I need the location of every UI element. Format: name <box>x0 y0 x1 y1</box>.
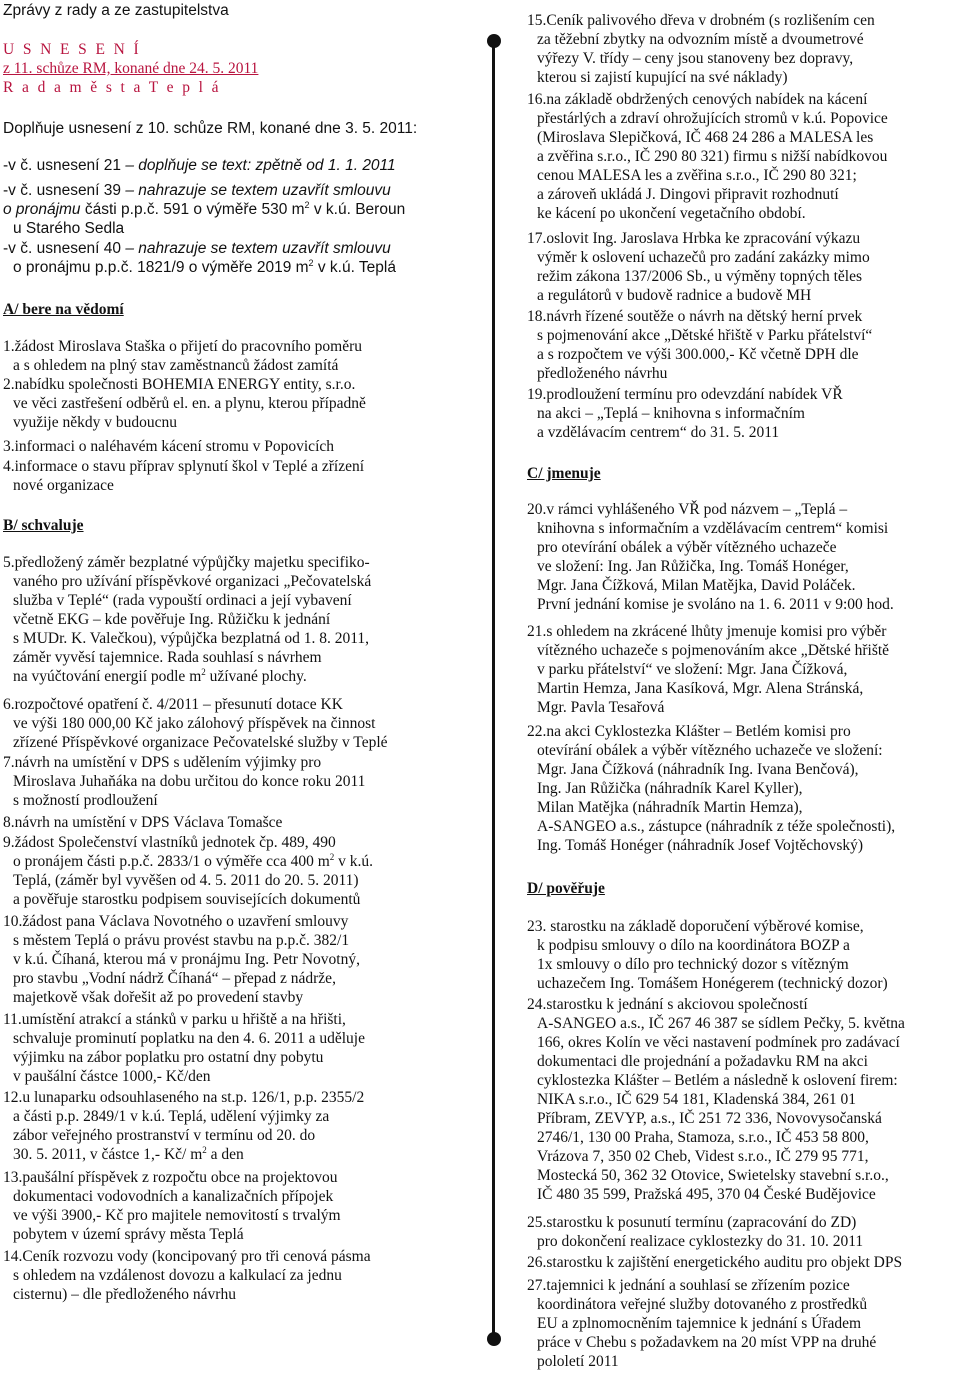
usneseni-40: -v č. usnesení 40 – nahrazuje se textem uzavřít smlouvu o pronájmu p.p.č. 1821/9 o výměře 2019 $m^2$ v k.ú. Teplá <box>3 240 396 276</box>
page-title: Zprávy z rady a ze zastupitelstva <box>3 2 229 19</box>
section-d-heading: D/ pověřuje <box>527 880 605 897</box>
item-18: 18.návrh řízené soutěže o návrh na dětský herní prvek s pojmenování akce „Dětské hřiště v Parku přátelství“ a s rozpočtem ve výši 300.000,- Kč včetně DPH dle předloženého návrhu <box>527 308 873 382</box>
item-13: 13.paušální příspěvek z rozpočtu obce na projektovou dokumentaci vodovodních a kanalizačních přípojek ve výši 3900,- Kč pro majitele nemovitostí s trvalým pobytem v území správy města Teplá <box>3 1169 341 1243</box>
item-7: 7.návrh na umístění v DPS s udělením výjimky pro Miroslava Juhaňáka na dobu určitou do konce roku 2011 s možností prodloužení <box>3 754 366 809</box>
item-17: 17.oslovit Ing. Jaroslava Hrbka ke zpracování výkazu výměr k oslovení uchazečů pro zadání zakázky mimo režim zákona 137/2006 Sb., u výměny topných těles a regulátorů v budově radnice a budově MH <box>527 230 870 304</box>
rada-heading: R a d a m ě s t a T e p l á <box>3 79 221 96</box>
item-27: 27.tajemnici k jednání a souhlasí se zřízením pozice koordinátora veřejné služby dotovaného z prostředků EU a zplnomocněním tajemnice k jednání s Úřadem práce v Chebu s požadavkem na 20 míst VPP na druhé pololetí 2011 <box>527 1277 877 1370</box>
item-23: 23. starostku na základě doporučení výběrové komise, k podpisu smlouvy o dílo na koordinátora BOZP a 1x smlouvy o dílo pro technický dozor s vítězným uchazečem Ing. Tomášem Honégerem (technický dozor) <box>527 918 888 992</box>
section-c-heading: C/ jmenuje <box>527 465 601 482</box>
usneseni-39: -v č. usnesení 39 – nahrazuje se textem uzavřít smlouvu o pronájmu části p.p.č. 591 o výměře 530 $m^2$ v k.ú. Beroun u Starého Sedla <box>3 182 406 237</box>
item-6: 6.rozpočtové opatření č. 4/2011 – přesunutí dotace KK ve výši 180 000,00 Kč jako zálohový příspěvek na činnost zřízené Příspěvkové organizace Pečovatelské služby v Teplé <box>3 696 388 751</box>
item-16: 16.na základě obdržených cenových nabídek na kácení přestárlých a zdraví ohrožujících stromů v k.ú. Popovice (Miroslava Slepičková, IČ 468 24 286 a MALESA les a zvěřina s.r.o., IČ 290 80 321) firmu s nižší nabídkovou cenou MALESA les a zvěřina s.r.o., IČ 290 80 321; a zároveň ukládá J. Dingovi připravit rozhodnutí ke kácení po ukončení vegetačního období. <box>527 91 888 222</box>
column-divider-line <box>492 41 495 1338</box>
item-26: 26.starostku k zajištění energetického auditu pro objekt DPS <box>527 1254 903 1271</box>
item-21: 21.s ohledem na zkrácené lhůty jmenuje komisi pro výběr vítězného uchazeče s pojmenováním akce „Dětské hřiště v parku přátelství“ ve složení: Mgr. Jana Čížková, Martin Hemza, Jana Kasíková, Mgr. Alena Stránská, Mgr. Pavla Tesařová <box>527 623 890 716</box>
section-b-heading: B/ schvaluje <box>3 517 84 534</box>
item-1: 1.žádost Miroslava Staška o přijetí do pracovního poměru a s ohledem na plný stav zaměstnanců žádost zamítá <box>3 338 363 374</box>
divider-bottom-dot <box>487 1332 501 1346</box>
usneseni-21: -v č. usnesení 21 – doplňuje se text: zpětně od 1. 1. 2011 <box>3 157 396 174</box>
item-11: 11.umístění atrakcí a stánků v parku u hřiště a na hřišti, schvaluje prominutí poplatku na den 4. 6. 2011 a uděluje výjimku na zábor poplatku pro ostatní dny pobytu v paušální částce 1000,- Kč/den <box>3 1011 365 1085</box>
item-19: 19.prodloužení termínu pro odevzdání nabídek VŘ na akci – „Teplá – knihovna s informačním a vzdělávacím centrem“ do 31. 5. 2011 <box>527 386 843 441</box>
item-15: 15.Ceník palivového dřeva v drobném (s rozlišením cen za těžební zbytky na odvozním místě a dvoumetrové výřezy V. třídy – ceny jsou stanoveny bez dopravy, kterou si zajistí kupující na své náklady) <box>527 12 875 86</box>
item-8: 8.návrh na umístění v DPS Václava Tomašce <box>3 814 283 831</box>
intro-line: Doplňuje usnesení z 10. schůze RM, konané dne 3. 5. 2011: <box>3 120 418 137</box>
item-14: 14.Ceník rozvozu vody (koncipovaný pro tři cenová pásma s ohledem na vzdálenost dovozu a kalkulací za jednu cisternu) – dle předloženého návrhu <box>3 1248 371 1303</box>
item-22: 22.na akci Cyklostezka Klášter – Betlém komisi pro otevírání obálek a výběr vítězného uchazeče ve složení: Mgr. Jana Čížková (náhradník Ing. Ivana Benčová), Ing. Jan Růžička (náhradník Karel Kyller), Milan Matějka (náhradník Martin Hemza), A-SANGEO a.s., zástupce (náhradník z téže společnosti), Ing. Tomáš Honéger (náhradník Josef Vojtěchovský) <box>527 723 896 854</box>
schuze-line: z 11. schůze RM, konané dne 24. 5. 2011 <box>3 60 259 77</box>
usneseni-heading: U S N E S E N Í <box>3 41 142 58</box>
item-4: 4.informace o stavu příprav splynutí škol v Teplé a zřízení nové organizace <box>3 458 365 494</box>
item-12: 12.u lunaparku odsouhlaseného na st.p. 126/1, p.p. 2355/2 a části p.p. 2849/1 v k.ú. Teplá, udělení výjimky za zábor veřejného prostranství v termínu od 20. do 30. 5. 2011, v částce 1,- Kč/ $m^2$ a den <box>3 1089 365 1163</box>
item-24: 24.starostku k jednání s akciovou společností A-SANGEO a.s., IČ 267 46 387 se sídlem Pečky, 5. května 166, okres Kolín ve věci nastavení podmínek pro zadávací dokumentaci dle projednání a požadavku RM na akci cyklostezka Klášter – Betlém a následně k oslovení firem: NIKA s.r.o., IČ 629 54 181, Kladenská 384, 261 01 Příbram, ZEVYP, a.s., IČ 251 72 336, Novovysočanská 2746/1, 130 00 Praha, Stamoza, s.r.o., IČ 453 58 800, Vrázova 7, 350 02 Cheb, Videst s.r.o., IČ 279 95 771, Mostecká 50, 362 32 Otovice, Swietelsky stavební s.r.o., IČ 480 35 599, Pražská 495, 370 04 České Budějovice <box>527 996 905 1203</box>
item-9: 9.žádost Společenství vlastníků jednotek čp. 489, 490 o pronájem části p.p.č. 2833/1 o výměře cca 400 $m^2$ v k.ú. Teplá, (záměr byl vyvěšen od 4. 5. 2011 do 20. 5. 2011) a pověřuje starostku podpisem souvisejících dokumentů <box>3 834 374 908</box>
item-2: 2.nabídku společnosti BOHEMIA ENERGY entity, s.r.o. ve věci zastřešení odběrů el. en. a plynu, kterou případně využije někdy v budoucnu <box>3 376 366 431</box>
item-25: 25.starostku k posunutí termínu (zapracování do ZD) pro dokončení realizace cyklostezky do 31. 10. 2011 <box>527 1214 864 1250</box>
item-20: 20.v rámci vyhlášeného VŘ pod názvem – „Teplá – knihovna s informačním a vzdělávacím centrem“ komisi pro otevírání obálek a výběr vítězného uchazeče ve složení: Ing. Jan Růžička, Ing. Tomáš Honéger, Mgr. Jana Čížková, Milan Matějka, David Poláček. První jednání komise je svoláno na 1. 6. 2011 v 9:00 hod. <box>527 501 894 613</box>
section-a-heading: A/ bere na vědomí <box>3 301 124 318</box>
item-5: 5.předložený záměr bezplatné výpůjčky majetku specifiko- vaného pro užívání příspěvkové organizaci „Pečovatelská služba v Teplé“ (rada vypouští ordinaci a její vybavení včetně EKG – kde pověřuje Ing. Růžičku k jednání s MUDr. K. Valečkou), výpůjčka bezplatná od 1. 8. 2011, záměr vyvěsí tajemnice. Rada souhlasí s návrhem na vyúčtování energií podle $m^2$ užívané plochy. <box>3 554 372 685</box>
item-3: 3.informaci o naléhavém kácení stromu v Popovicích <box>3 438 335 455</box>
item-10: 10.žádost pana Václava Novotného o uzavření smlouvy s městem Teplá o právu provést stavbu na p.p.č. 382/1 v k.ú. Číhaná, kterou má v pronájmu Ing. Petr Novotný, pro stavbu „Vodní nádrž Číhaná“ – přepad z nádrže, majetkově však dořešit až po provedení stavby <box>3 913 360 1006</box>
divider-top-dot <box>487 34 501 48</box>
